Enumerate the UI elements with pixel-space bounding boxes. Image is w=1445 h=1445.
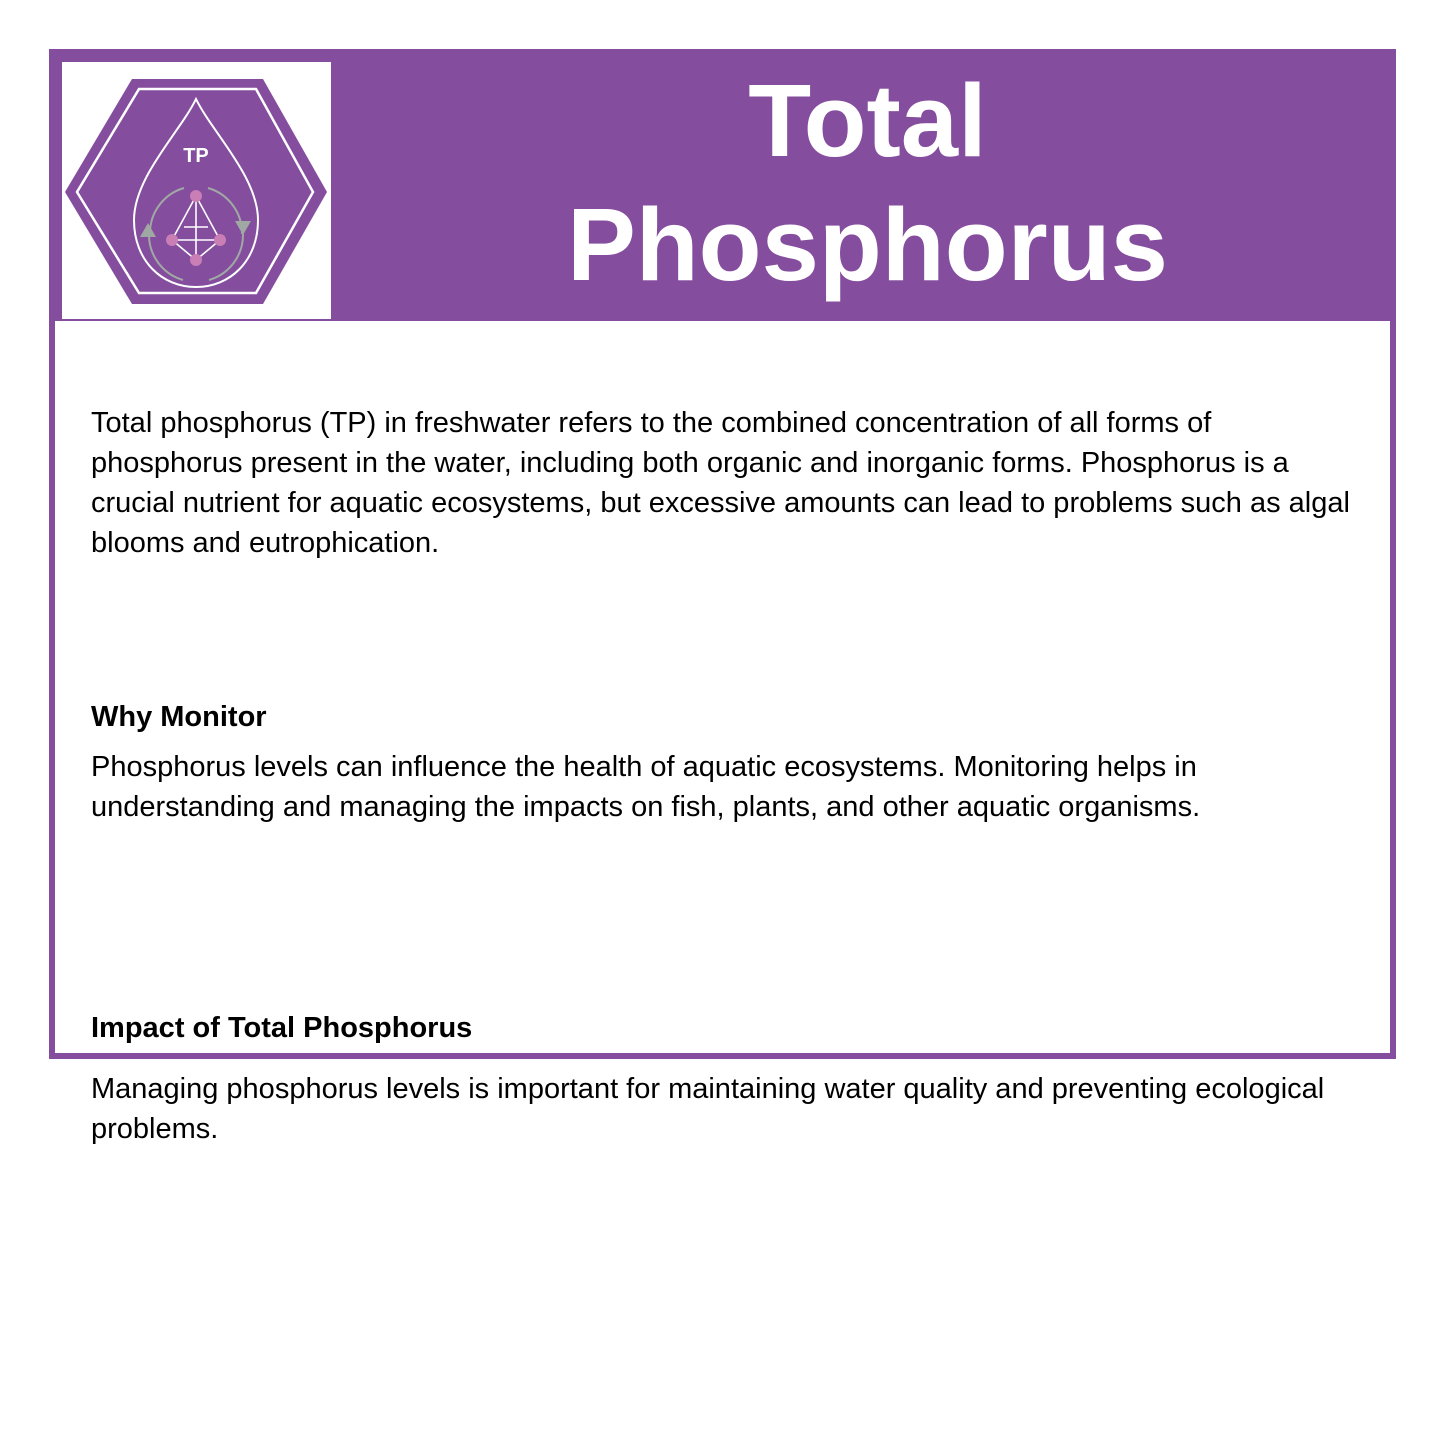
tp-hexagon-droplet-icon bbox=[62, 62, 331, 319]
impact-paragraph: Managing phosphorus levels is important for maintaining water quality and preventing ecological problems. bbox=[91, 1073, 1325, 1145]
badge-text: TP bbox=[183, 145, 209, 167]
title-line-1: Total bbox=[748, 63, 987, 178]
logo-box bbox=[62, 62, 331, 319]
header-banner bbox=[55, 55, 1390, 321]
why-monitor-heading: Why Monitor bbox=[91, 701, 267, 733]
impact-heading: Impact of Total Phosphorus bbox=[91, 1012, 473, 1044]
info-card bbox=[49, 49, 1396, 1145]
why-monitor-paragraph: Phosphorus levels can influence the health of aquatic ecosystems. Monitoring helps in understanding and managing the impacts on fish, plants, and other aquatic organisms. bbox=[91, 751, 1201, 823]
title-line-2: Phosphorus bbox=[567, 187, 1168, 302]
intro-paragraph: Total phosphorus (TP) in freshwater refers to the combined concentration of all forms of phosphorus present in the water, including both organic and inorganic forms. Phosphorus is a crucial nutrient for aquatic ecosystems, but excessive amounts can lead to problems such as algal blooms and eutrophication. bbox=[91, 407, 1350, 559]
page-title bbox=[345, 55, 1390, 321]
